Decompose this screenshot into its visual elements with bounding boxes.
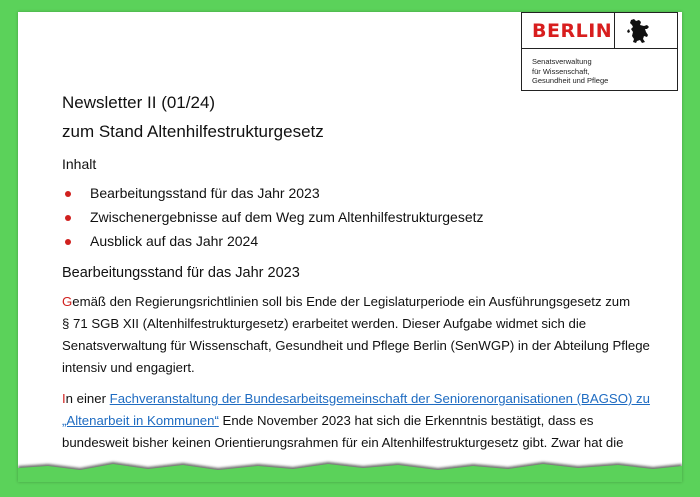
section-heading: Bearbeitungsstand für das Jahr 2023	[62, 265, 300, 281]
bullet-icon	[65, 215, 71, 221]
paragraph-line	[62, 410, 662, 432]
newsletter-title: Newsletter II (01/24)	[62, 93, 216, 112]
toc-item-label: Zwischenergebnisse auf dem Weg zum Altenhilfestrukturgesetz	[90, 209, 484, 225]
toc-item	[62, 208, 484, 232]
paragraph-line: Senatsverwaltung für Wissenschaft, Gesundheit und Pflege Berlin (SenWGP) in der Abteilung Pflege	[62, 338, 650, 353]
torn-edge	[18, 452, 682, 482]
logo-sub-line: Gesundheit und Pflege	[532, 76, 609, 85]
logo-sub-line: Senatsverwaltung	[532, 57, 592, 66]
logo-wordmark: BERLIN	[532, 20, 613, 42]
line-text: n einer	[65, 391, 110, 406]
newsletter-subtitle: zum Stand Altenhilfestrukturgesetz	[62, 122, 324, 141]
bullet-icon	[65, 239, 71, 245]
logo-divider	[614, 13, 615, 49]
toc-heading: Inhalt	[62, 156, 97, 172]
logo-sub-line: für Wissenschaft,	[532, 66, 590, 76]
toc-item-label: Ausblick auf das Jahr 2024	[90, 233, 259, 249]
line-text: emäß den Regierungsrichtlinien soll bis Ende der Legislaturperiode ein Ausführungsgesetz zum	[72, 294, 631, 309]
toc-item-label: Bearbeitungsstand für das Jahr 2023	[90, 185, 320, 201]
initial-letter: I	[62, 391, 66, 406]
paragraph-1	[62, 291, 662, 379]
paragraph-line	[62, 388, 662, 410]
toc-item	[62, 232, 484, 256]
logo-subtitle	[532, 57, 608, 86]
table-of-contents	[62, 184, 484, 256]
altenarbeit-link[interactable]: „Altenarbeit in Kommunen“	[62, 413, 219, 428]
line-text: Ende November 2023 hat sich die Erkenntnis bestätigt, dass es	[218, 413, 594, 428]
initial-letter: G	[62, 294, 73, 309]
paragraph-line: bundesweit bisher keinen Orientierungsrahmen für ein Altenhilfestrukturgesetz gibt. Zwar hat die	[62, 435, 624, 450]
paragraph-line	[62, 291, 662, 313]
paragraph-line: § 71 SGB XII (Altenhilfestrukturgesetz) erarbeitet werden. Dieser Aufgabe widmet sich die	[62, 316, 587, 331]
logo-header	[522, 13, 677, 49]
document-page	[18, 12, 682, 482]
bagso-event-link[interactable]: Fachveranstaltung der Bundesarbeitsgemeinschaft der Seniorenorganisationen (BAGSO) zu	[109, 391, 650, 406]
toc-item	[62, 184, 484, 208]
paragraph-line: intensiv und engagiert.	[62, 360, 195, 375]
paragraph-2	[62, 388, 662, 454]
berlin-bear-icon	[625, 17, 653, 45]
bullet-icon	[65, 191, 71, 197]
berlin-logo	[521, 12, 678, 91]
